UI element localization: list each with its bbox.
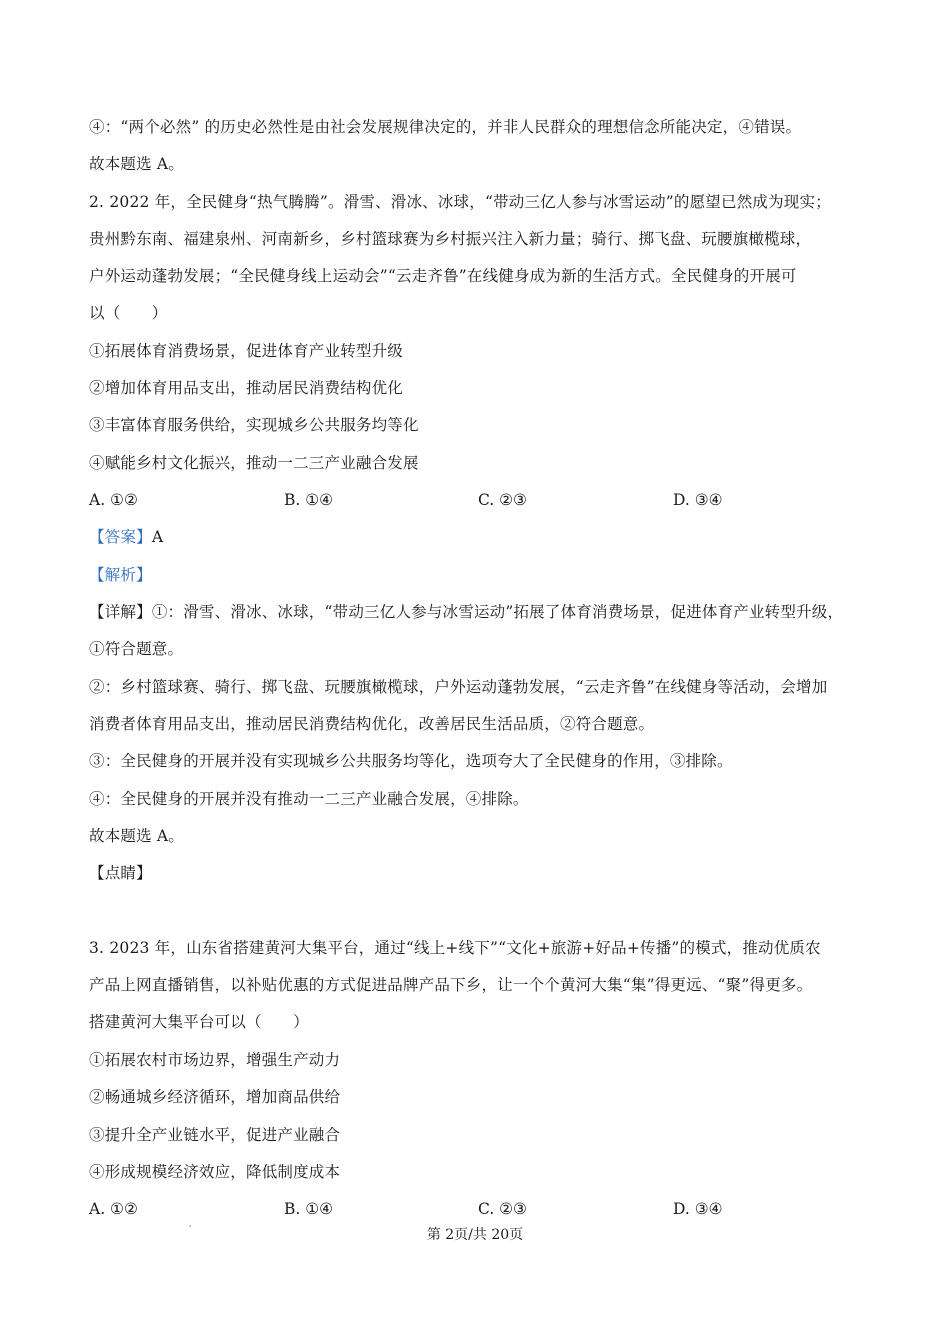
detail-conclusion: 故本题选 A。 xyxy=(89,827,185,845)
question-2-option-b: B. ①④ xyxy=(284,491,334,509)
comment-heading: 【点睛】 xyxy=(89,864,152,882)
detail-text-1: ①：滑雪、滑冰、冰球，“带动三亿人参与冰雪运动”拓展了体育消费场景，促进体育产业转型升级， xyxy=(151,603,844,621)
question-2-stem-line-4: 以（ ） xyxy=(89,304,168,322)
analysis-conclusion: 故本题选 A。 xyxy=(89,155,185,173)
question-3-stem-line-3: 搭建黄河大集平台可以（ ） xyxy=(89,1013,309,1031)
analysis-line: ④：“两个必然” 的历史必然性是由社会发展规律决定的，并非人民群众的理想信念所能决定，④错误。 xyxy=(89,118,802,136)
question-3-stem-line-2: 产品上网直播销售，以补贴优惠的方式促进品牌产品下乡，让一个个黄河大集“集”得更远、“聚”得更多。 xyxy=(89,976,813,994)
question-2-option-c: C. ②③ xyxy=(478,491,527,509)
question-3-statement-1: ①拓展农村市场边界，增强生产动力 xyxy=(89,1051,341,1069)
analysis-tag: 【解析】 xyxy=(89,566,152,584)
detail-line-5: ③：全民健身的开展并没有实现城乡公共服务均等化，选项夸大了全民健身的作用，③排除。 xyxy=(89,752,733,770)
question-3-options xyxy=(89,1199,849,1219)
question-3-option-b: B. ①④ xyxy=(284,1200,334,1218)
question-2-stem-line-3: 户外运动蓬勃发展；“全民健身线上运动会”“云走齐鲁”在线健身成为新的生活方式。全民健身的开展可 xyxy=(89,267,797,285)
question-2-stem-line-1: 2. 2022 年，全民健身“热气腾腾”。滑雪、滑冰、冰球，“带动三亿人参与冰雪运动”的愿望已然成为现实； xyxy=(89,193,831,211)
answer-tag: 【答案】 xyxy=(89,528,152,546)
answer-line xyxy=(89,527,163,547)
question-2-statement-1: ①拓展体育消费场景，促进体育产业转型升级 xyxy=(89,342,404,360)
detail-line-6: ④：全民健身的开展并没有推动一二三产业融合发展，④排除。 xyxy=(89,790,529,808)
question-3-option-a: A. ①② xyxy=(89,1200,138,1218)
detail-line-2: ①符合题意。 xyxy=(89,640,184,658)
question-3-statement-2: ②畅通城乡经济循环，增加商品供给 xyxy=(89,1088,341,1106)
question-2-option-d: D. ③④ xyxy=(673,491,723,509)
question-2-option-a: A. ①② xyxy=(89,491,138,509)
question-3-statement-3: ③提升全产业链水平，促进产业融合 xyxy=(89,1126,341,1144)
question-2-statement-4: ④赋能乡村文化振兴，推动一二三产业融合发展 xyxy=(89,454,419,472)
question-2-statement-3: ③丰富体育服务供给，实现城乡公共服务均等化 xyxy=(89,416,419,434)
question-2-options xyxy=(89,490,849,510)
page-number: 第 2页/共 20页 xyxy=(426,1227,524,1243)
question-3-statement-4: ④形成规模经济效应，降低制度成本 xyxy=(89,1163,341,1181)
detail-tag: 【详解】 xyxy=(89,603,152,621)
stray-mark: ' xyxy=(189,1224,192,1233)
detail-line-4: 消费者体育用品支出，推动居民消费结构优化，改善居民生活品质，②符合题意。 xyxy=(89,715,655,733)
analysis-heading xyxy=(89,565,152,585)
detail-line-1 xyxy=(89,602,843,622)
question-2-statement-2: ②增加体育用品支出，推动居民消费结构优化 xyxy=(89,379,404,397)
question-3-stem-line-1: 3. 2023 年，山东省搭建黄河大集平台，通过“线上+线下”“文化+旅游+好品+传播”的模式，推动优质农 xyxy=(89,939,821,957)
question-3-option-c: C. ②③ xyxy=(478,1200,527,1218)
detail-line-3: ②：乡村篮球赛、骑行、掷飞盘、玩腰旗橄榄球，户外运动蓬勃发展，“云走齐鲁”在线健身等活动，会增加 xyxy=(89,678,828,696)
answer-value: A xyxy=(151,528,164,546)
question-2-stem-line-2: 贵州黔东南、福建泉州、河南新乡，乡村篮球赛为乡村振兴注入新力量；骑行、掷飞盘、玩腰旗橄榄球， xyxy=(89,230,812,248)
question-3-option-d: D. ③④ xyxy=(673,1200,723,1218)
